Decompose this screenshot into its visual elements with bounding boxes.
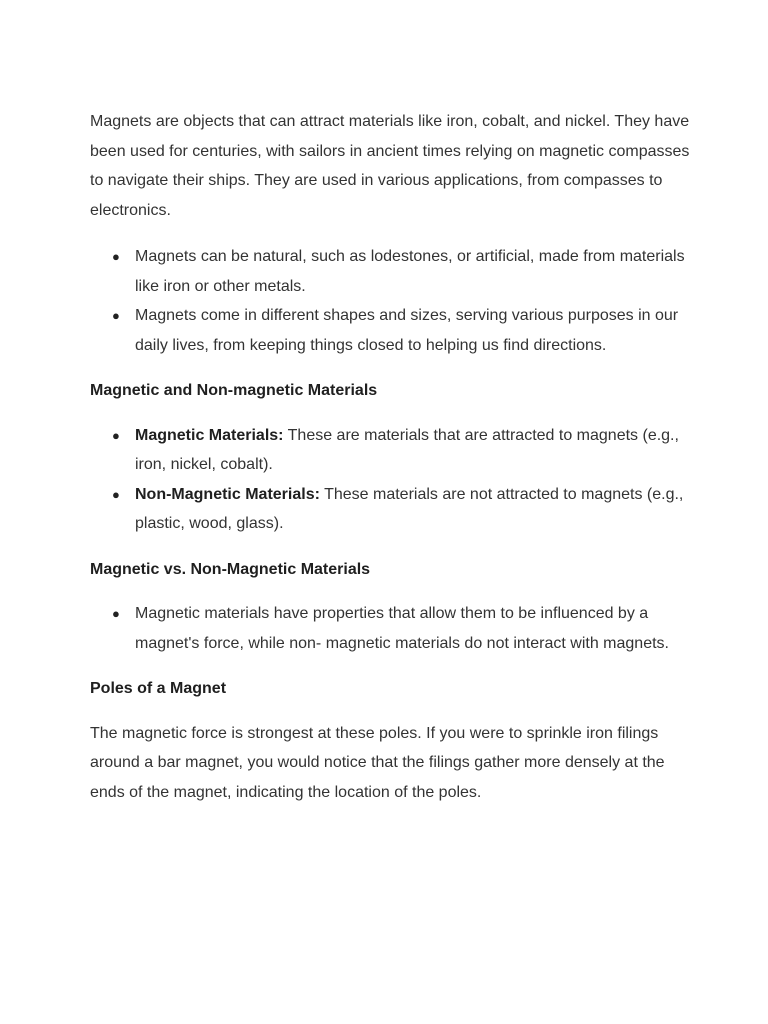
document-page <box>90 107 690 807</box>
list-item-text: Magnetic materials have properties that allow them to be influenced by a magnet's force, while non- magnetic materials do not interact with magnets. <box>135 605 669 652</box>
vs-bullet-list <box>90 599 690 658</box>
term-label: Magnetic Materials: <box>135 426 284 444</box>
list-item-text: Magnets can be natural, such as lodestones, or artificial, made from materials like iron or other metals. <box>135 248 685 295</box>
list-item <box>90 480 690 539</box>
list-item-text: Magnets come in different shapes and sizes, serving various purposes in our daily lives, from keeping things closed to helping us find directions. <box>135 307 679 354</box>
term-description: These materials are not attracted to magnets (e.g., plastic, wood, glass). <box>135 485 684 532</box>
bullet-icon: ● <box>112 308 120 323</box>
bullet-icon: ● <box>112 249 120 264</box>
list-item <box>90 421 690 480</box>
term-label: Non-Magnetic Materials: <box>135 485 320 503</box>
section-heading-vs: Magnetic vs. Non-Magnetic Materials <box>90 560 371 578</box>
bullet-icon: ● <box>112 427 120 443</box>
bullet-icon: ● <box>112 606 120 621</box>
list-item <box>90 301 690 360</box>
poles-paragraph: The magnetic force is strongest at these poles. If you were to sprinkle iron filings around a bar magnet, you would notice that the filings gather more densely at the ends of the magnet, indicating the location of the poles. <box>90 724 665 801</box>
materials-bullet-list <box>90 421 690 539</box>
section-heading-materials: Magnetic and Non-magnetic Materials <box>90 382 378 399</box>
list-item <box>90 242 690 301</box>
section-heading-poles: Poles of a Magnet <box>90 680 227 697</box>
bullet-icon: ● <box>112 486 120 502</box>
intro-bullet-list <box>90 242 690 360</box>
list-item <box>90 599 690 658</box>
intro-paragraph: Magnets are objects that can attract materials like iron, cobalt, and nickel. They have been used for centuries, with sailors in ancient times relying on magnetic compasses to navigate their ships. They are used in various applications, from compasses to electronics. <box>90 113 690 219</box>
term-description: These are materials that are attracted to magnets (e.g., iron, nickel, cobalt). <box>135 426 679 473</box>
